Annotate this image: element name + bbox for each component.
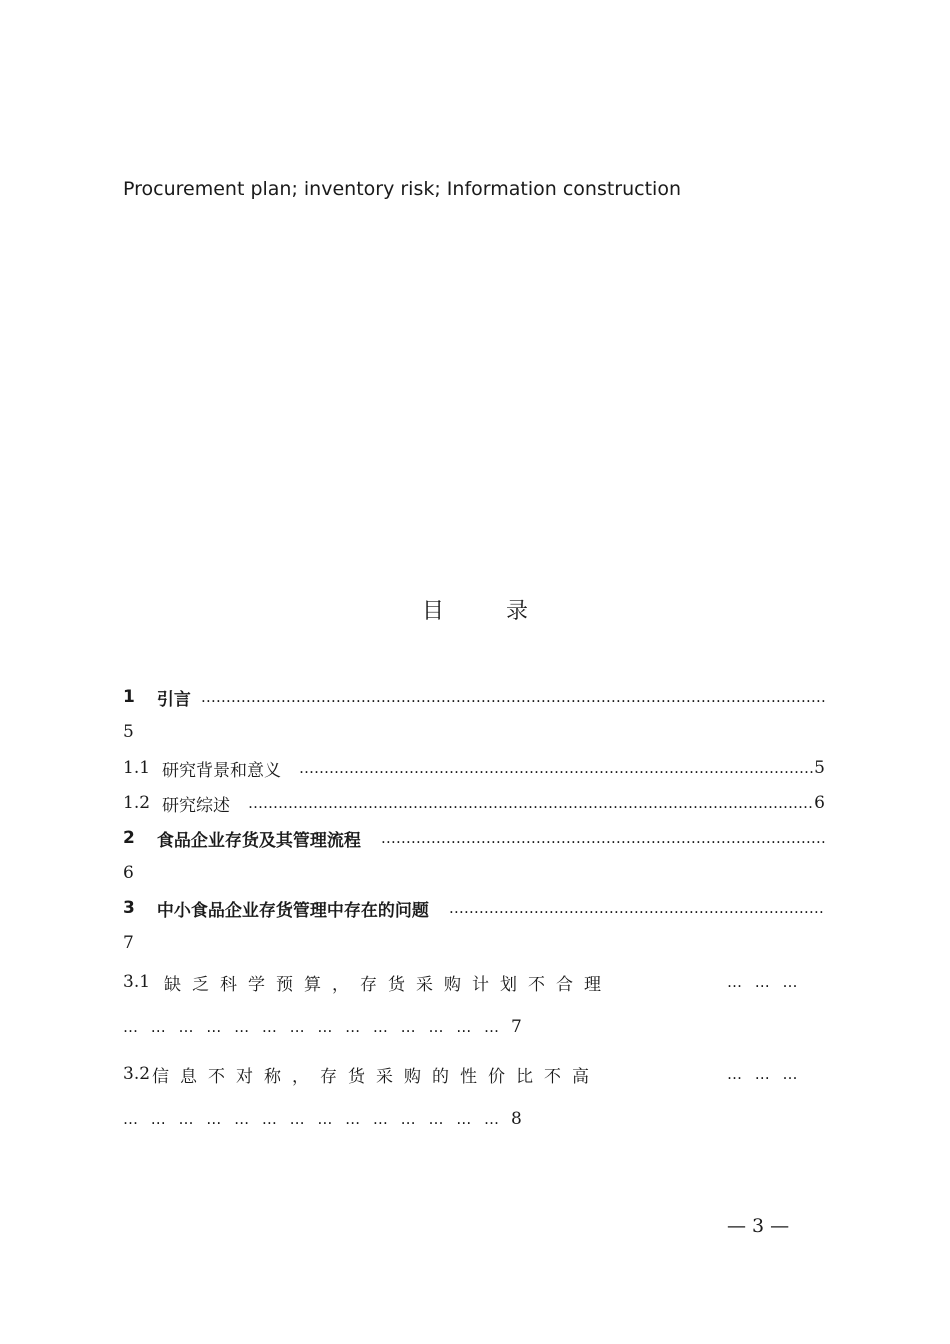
toc-title-char-1: 目 bbox=[421, 599, 444, 624]
toc-entry-3-1-leader-a bbox=[727, 967, 827, 997]
toc-leader-dots bbox=[381, 829, 825, 847]
toc-leader-dots: … … … … … … … … … … … … … … bbox=[123, 1110, 499, 1128]
toc-entry-page: 6 bbox=[814, 793, 825, 813]
toc-entry-1[interactable] bbox=[123, 682, 825, 712]
toc-entry-page: 8 bbox=[511, 1109, 522, 1129]
toc-entry-1-1[interactable] bbox=[123, 753, 825, 783]
toc-entry-label: 研究背景和意义 bbox=[162, 760, 282, 781]
toc-entry-label: 缺乏科学预算，存货采购计划不合理 bbox=[164, 974, 613, 995]
toc-leader-dots: … … … bbox=[727, 1065, 798, 1083]
page-number: — 3 — bbox=[727, 1215, 790, 1237]
toc-entry-page: 5 bbox=[814, 758, 825, 778]
toc-entry-number: 1.1 bbox=[123, 758, 151, 778]
toc-entry-number: 3.2 bbox=[123, 1064, 151, 1084]
toc-entry-3-1[interactable] bbox=[123, 967, 825, 997]
toc-entry-3-page: 7 bbox=[123, 933, 134, 953]
toc-entry-number: 3.1 bbox=[123, 972, 151, 992]
toc-entry-number: 1 bbox=[123, 687, 135, 707]
toc-leader-dots bbox=[201, 688, 825, 706]
toc-entry-3[interactable] bbox=[123, 893, 825, 923]
toc-entry-2-page: 6 bbox=[123, 863, 134, 883]
toc-entry-label: 食品企业存货及其管理流程 bbox=[156, 830, 361, 851]
toc-entry-number: 1.2 bbox=[123, 793, 151, 813]
toc-entry-label: 研究综述 bbox=[162, 795, 231, 816]
toc-entry-3-2[interactable] bbox=[123, 1059, 825, 1089]
toc-leader-dots: … … … bbox=[727, 973, 798, 991]
toc-entry-2[interactable] bbox=[123, 823, 825, 853]
toc-leader-dots bbox=[248, 794, 814, 812]
toc-title-char-2: 录 bbox=[506, 599, 529, 624]
toc-entry-1-page: 5 bbox=[123, 722, 134, 742]
toc-entry-3-2-line-2 bbox=[123, 1104, 825, 1134]
toc-entry-label: 中小食品企业存货管理中存在的问题 bbox=[156, 900, 429, 921]
toc-entry-page: 7 bbox=[511, 1017, 522, 1037]
toc-entry-label: 引言 bbox=[156, 689, 191, 710]
toc-leader-dots bbox=[299, 759, 814, 777]
toc-entry-1-2[interactable] bbox=[123, 788, 825, 818]
toc-entry-number: 2 bbox=[123, 828, 135, 848]
toc-entry-label: 信息不对称，存货采购的性价比不高 bbox=[152, 1066, 601, 1087]
toc-entry-3-1-line-2 bbox=[123, 1012, 825, 1042]
toc-title bbox=[0, 594, 950, 625]
keywords-line: Procurement plan; inventory risk; Information construction bbox=[123, 178, 681, 200]
toc-entry-number: 3 bbox=[123, 898, 135, 918]
toc-leader-dots bbox=[449, 899, 825, 917]
toc-entry-3-2-leader-a bbox=[727, 1059, 827, 1089]
toc-leader-dots: … … … … … … … … … … … … … … bbox=[123, 1018, 499, 1036]
